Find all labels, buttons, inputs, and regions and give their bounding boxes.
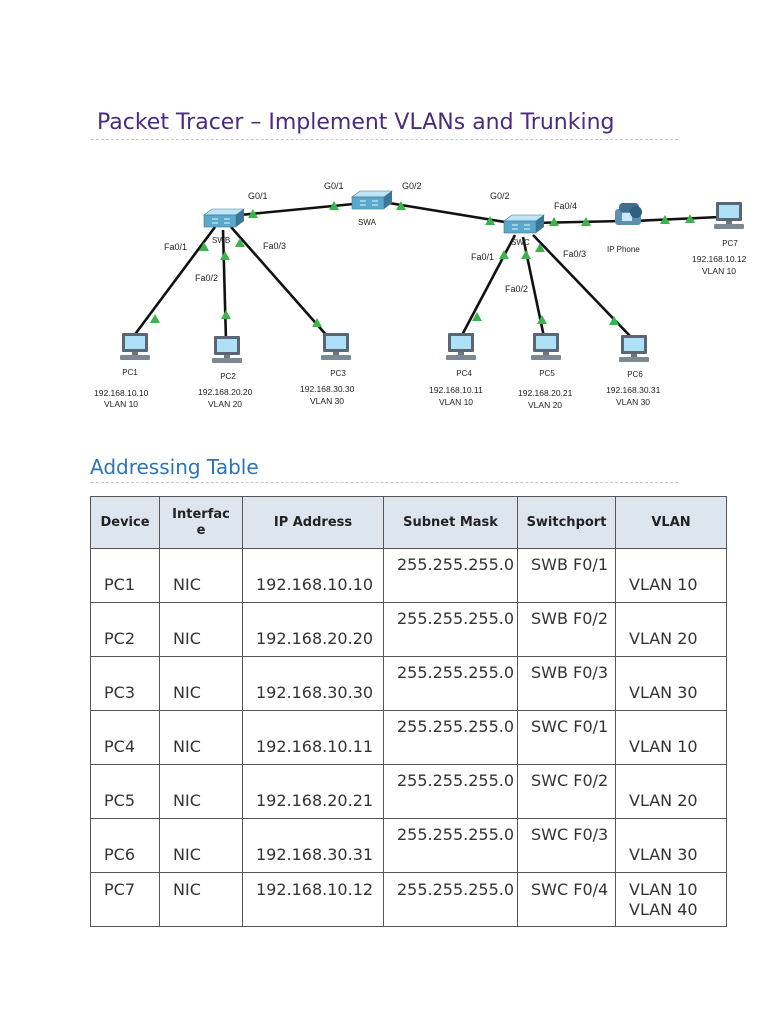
pc4-vlan: VLAN 10 bbox=[439, 397, 474, 407]
cell-switchport: SWB F0/2 bbox=[518, 603, 616, 657]
col-ip-header: IP Address bbox=[243, 497, 384, 549]
network-topology-diagram bbox=[88, 165, 760, 417]
pc6-vlan: VLAN 30 bbox=[616, 397, 651, 407]
cell-vlan: VLAN 30 bbox=[616, 819, 727, 873]
cell-ip: 192.168.30.31 bbox=[243, 819, 384, 873]
cell-vlan: VLAN 10 bbox=[616, 711, 727, 765]
label-swc-fa03: Fa0/3 bbox=[563, 249, 587, 259]
cell-interface: NIC bbox=[160, 657, 243, 711]
cell-interface: NIC bbox=[160, 549, 243, 603]
label-swc: SWC bbox=[511, 238, 530, 247]
heading-divider bbox=[91, 482, 678, 483]
cell-mask: 255.255.255.0 bbox=[384, 657, 518, 711]
cell-interface: NIC bbox=[160, 873, 243, 927]
cell-device: PC2 bbox=[91, 603, 160, 657]
pc1-name: PC1 bbox=[122, 368, 138, 377]
label-swc-fa01: Fa0/1 bbox=[471, 252, 495, 262]
table-row bbox=[91, 711, 727, 765]
cell-device: PC5 bbox=[91, 765, 160, 819]
cell-ip: 192.168.30.30 bbox=[243, 657, 384, 711]
pc2-name: PC2 bbox=[220, 372, 236, 381]
col-switchport-header: Switchport bbox=[518, 497, 616, 549]
cell-mask: 255.255.255.0 bbox=[384, 873, 518, 927]
label-swc-g02: G0/2 bbox=[490, 191, 510, 201]
cell-vlan: VLAN 10 bbox=[629, 880, 698, 899]
cell-device: PC4 bbox=[91, 711, 160, 765]
col-mask-header: Subnet Mask bbox=[384, 497, 518, 549]
table-row bbox=[91, 549, 727, 603]
pc2-icon bbox=[212, 336, 242, 363]
col-interface-header: Interface bbox=[160, 497, 243, 549]
label-swc-fa02: Fa0/2 bbox=[505, 284, 529, 294]
cell-switchport: SWB F0/3 bbox=[518, 657, 616, 711]
pc4-name: PC4 bbox=[456, 369, 472, 378]
pc3-icon bbox=[321, 333, 351, 360]
pc3-name: PC3 bbox=[330, 369, 346, 378]
pc7-name: PC7 bbox=[722, 239, 738, 248]
cell-mask: 255.255.255.0 bbox=[384, 765, 518, 819]
pc2-ip: 192.168.20.20 bbox=[198, 387, 253, 397]
cell-mask: 255.255.255.0 bbox=[384, 711, 518, 765]
addressing-table bbox=[90, 496, 727, 927]
label-swb-g01: G0/1 bbox=[248, 191, 268, 201]
label-swa-g02: G0/2 bbox=[402, 181, 422, 191]
ip-phone-icon bbox=[615, 203, 642, 225]
cell-ip: 192.168.10.11 bbox=[243, 711, 384, 765]
cell-ip: 192.168.20.21 bbox=[243, 765, 384, 819]
switch-swc-icon bbox=[504, 215, 544, 233]
label-ip-phone: IP Phone bbox=[607, 245, 640, 254]
cell-switchport: SWC F0/3 bbox=[518, 819, 616, 873]
link-swb-pc2 bbox=[223, 230, 226, 341]
label-swb-fa02: Fa0/2 bbox=[195, 273, 219, 283]
cell-vlan: VLAN 10 bbox=[616, 549, 727, 603]
cell-switchport: SWC F0/1 bbox=[518, 711, 616, 765]
cell-vlan: VLAN 20 bbox=[616, 603, 727, 657]
cell-mask: 255.255.255.0 bbox=[384, 603, 518, 657]
page-title: Packet Tracer – Implement VLANs and Trunking bbox=[97, 110, 615, 135]
pc5-name: PC5 bbox=[539, 369, 555, 378]
pc5-icon bbox=[531, 333, 561, 360]
label-swa: SWA bbox=[358, 218, 376, 227]
pc5-ip: 192.168.20.21 bbox=[518, 388, 573, 398]
cell-switchport: SWC F0/4 bbox=[518, 873, 616, 927]
cell-ip: 192.168.10.10 bbox=[243, 549, 384, 603]
cell-vlan-secondary: VLAN 40 bbox=[629, 900, 698, 919]
cell-device: PC1 bbox=[91, 549, 160, 603]
addressing-table-heading: Addressing Table bbox=[90, 455, 259, 479]
title-divider bbox=[91, 139, 678, 140]
label-swc-fa04: Fa0/4 bbox=[554, 201, 578, 211]
cell-vlan-multi bbox=[616, 873, 727, 927]
pc6-name: PC6 bbox=[627, 370, 643, 379]
pc6-icon bbox=[619, 335, 649, 362]
table-row bbox=[91, 603, 727, 657]
pc4-ip: 192.168.10.11 bbox=[429, 385, 483, 395]
switch-swb-icon bbox=[204, 209, 244, 227]
link-phone-pc7 bbox=[633, 217, 720, 221]
pc1-icon bbox=[120, 333, 150, 360]
switch-swa-icon bbox=[352, 191, 392, 209]
link-swa-swc bbox=[389, 203, 523, 225]
pc4-icon bbox=[446, 333, 476, 360]
table-row bbox=[91, 873, 727, 927]
table-header-row bbox=[91, 497, 727, 549]
pc7-vlan: VLAN 10 bbox=[702, 266, 737, 276]
cell-interface: NIC bbox=[160, 603, 243, 657]
cell-ip: 192.168.10.12 bbox=[243, 873, 384, 927]
cell-interface: NIC bbox=[160, 765, 243, 819]
cell-mask: 255.255.255.0 bbox=[384, 819, 518, 873]
label-swa-g01: G0/1 bbox=[324, 181, 344, 191]
cell-vlan: VLAN 30 bbox=[616, 657, 727, 711]
pc1-ip: 192.168.10.10 bbox=[94, 388, 149, 398]
col-vlan-header: VLAN bbox=[616, 497, 727, 549]
table-row bbox=[91, 819, 727, 873]
cell-ip: 192.168.20.20 bbox=[243, 603, 384, 657]
pc3-vlan: VLAN 30 bbox=[310, 396, 345, 406]
cell-switchport: SWB F0/1 bbox=[518, 549, 616, 603]
label-swb-fa03: Fa0/3 bbox=[263, 241, 287, 251]
cell-device: PC7 bbox=[91, 873, 160, 927]
cell-mask: 255.255.255.0 bbox=[384, 549, 518, 603]
pc1-vlan: VLAN 10 bbox=[104, 399, 139, 409]
cell-device: PC3 bbox=[91, 657, 160, 711]
pc2-vlan: VLAN 20 bbox=[208, 399, 243, 409]
col-device-header: Device bbox=[91, 497, 160, 549]
cell-switchport: SWC F0/2 bbox=[518, 765, 616, 819]
cell-interface: NIC bbox=[160, 711, 243, 765]
table-row bbox=[91, 765, 727, 819]
pc7-icon bbox=[714, 202, 744, 229]
label-swb-fa01: Fa0/1 bbox=[164, 242, 188, 252]
pc3-ip: 192.168.30.30 bbox=[300, 384, 355, 394]
pc5-vlan: VLAN 20 bbox=[528, 400, 563, 410]
pc6-ip: 192.168.30.31 bbox=[606, 385, 661, 395]
link-swc-phone bbox=[533, 221, 623, 223]
cell-device: PC6 bbox=[91, 819, 160, 873]
pc7-ip: 192.168.10.12 bbox=[692, 254, 747, 264]
cell-vlan: VLAN 20 bbox=[616, 765, 727, 819]
cell-interface: NIC bbox=[160, 819, 243, 873]
table-row bbox=[91, 657, 727, 711]
label-swb: SWB bbox=[212, 236, 231, 245]
